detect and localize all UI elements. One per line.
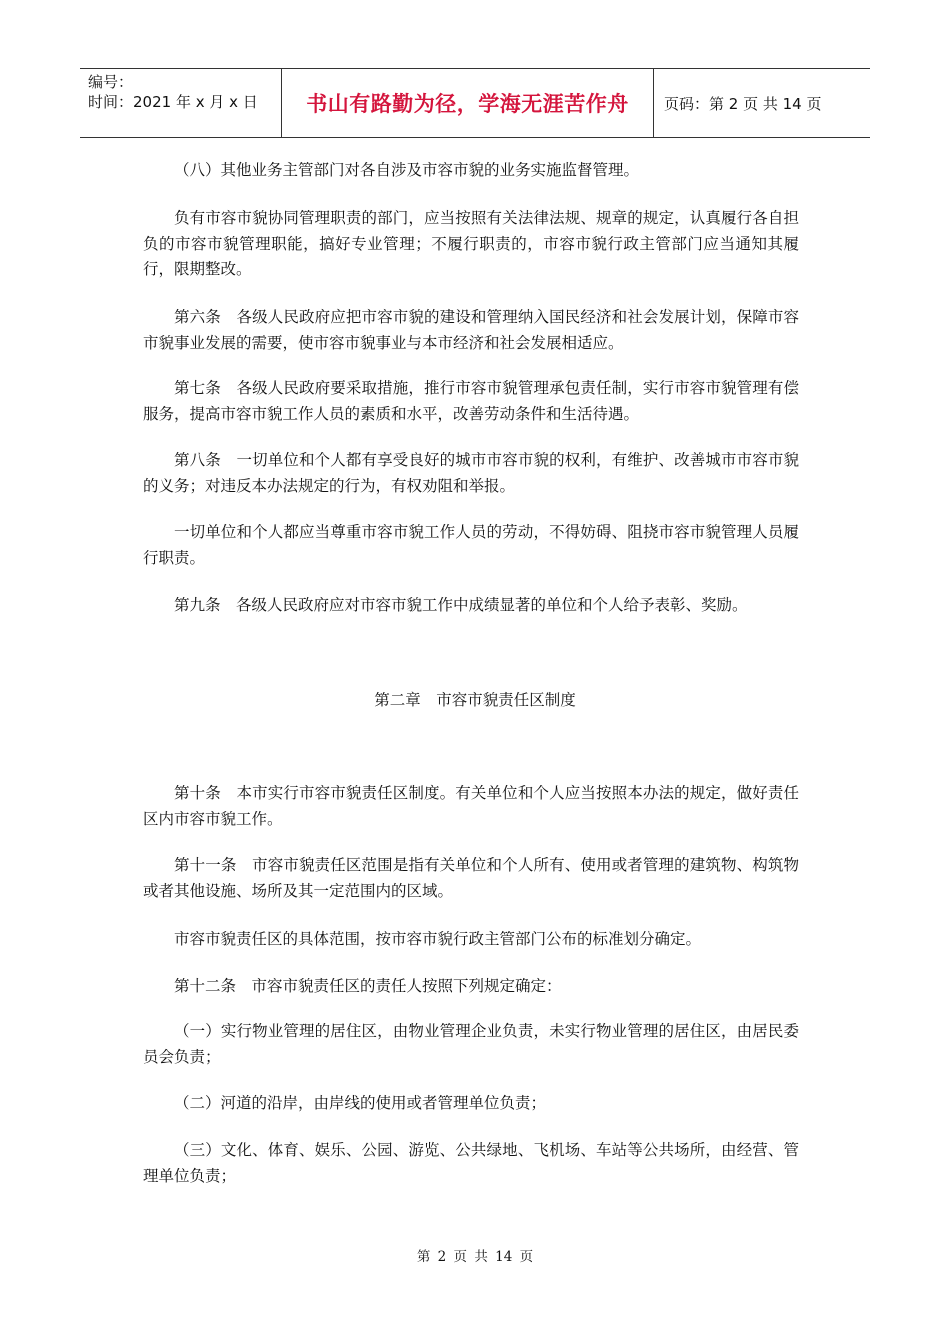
list-item-1: （一）实行物业管理的居住区，由物业管理企业负责，未实行物业管理的居住区，由居民委员会负责； bbox=[143, 1022, 799, 1066]
serial-number-label: 编号： bbox=[88, 73, 134, 91]
header-page-cell bbox=[654, 69, 870, 137]
article-9: 第九条 各级人民政府应对市容市貌工作中成绩显著的单位和个人给予表彰、奖励。 bbox=[174, 596, 748, 614]
paragraph-scope: 市容市貌责任区的具体范围，按市容市貌行政主管部门公布的标准划分确定。 bbox=[174, 930, 702, 948]
article-10: 第十条 本市实行市容市貌责任区制度。有关单位和个人应当按照本办法的规定，做好责任区内市容市貌工作。 bbox=[143, 784, 799, 828]
paragraph-coordination: 负有市容市貌协同管理职责的部门，应当按照有关法律法规、规章的规定，认真履行各自担负的市容市貌管理职能，搞好专业管理；不履行职责的，市容市貌行政主管部门应当通知其履行，限期整改。 bbox=[143, 209, 799, 278]
motto-text: 书山有路勤为径，学海无涯苦作舟 bbox=[306, 92, 629, 116]
date-text: 时间：2021 年 x 月 x 日 bbox=[88, 93, 258, 111]
article-6: 第六条 各级人民政府应把市容市貌的建设和管理纳入国民经济和社会发展计划，保障市容市貌事业发展的需要，使市容市貌事业与本市经济和社会发展相适应。 bbox=[143, 308, 799, 352]
paragraph-respect-workers: 一切单位和个人都应当尊重市容市貌工作人员的劳动，不得妨碍、阻挠市容市貌管理人员履行职责。 bbox=[143, 523, 799, 567]
list-item-2: （二）河道的沿岸，由岸线的使用或者管理单位负责； bbox=[174, 1094, 547, 1112]
header-meta-cell bbox=[80, 69, 282, 137]
header-motto-cell bbox=[282, 69, 654, 137]
header-page-info: 页码：第 2 页 共 14 页 bbox=[664, 94, 822, 113]
article-7: 第七条 各级人民政府要采取措施，推行市容市貌管理承包责任制，实行市容市貌管理有偿服务，提高市容市貌工作人员的素质和水平，改善劳动条件和生活待遇。 bbox=[143, 379, 799, 423]
list-item-3: （三）文化、体育、娱乐、公园、游览、公共绿地、飞机场、车站等公共场所，由经营、管理单位负责； bbox=[143, 1141, 799, 1185]
page-header bbox=[80, 68, 870, 138]
chapter-heading: 第二章 市容市貌责任区制度 bbox=[374, 691, 576, 709]
article-12: 第十二条 市容市貌责任区的责任人按照下列规定确定： bbox=[174, 977, 562, 995]
article-11: 第十一条 市容市貌责任区范围是指有关单位和个人所有、使用或者管理的建筑物、构筑物或者其他设施、场所及其一定范围内的区域。 bbox=[143, 856, 799, 900]
paragraph-item-8: （八）其他业务主管部门对各自涉及市容市貌的业务实施监督管理。 bbox=[174, 161, 640, 179]
article-8: 第八条 一切单位和个人都有享受良好的城市市容市貌的权利，有维护、改善城市市容市貌的义务；对违反本办法规定的行为，有权劝阻和举报。 bbox=[143, 451, 799, 495]
page-footer: 第 2 页 共 14 页 bbox=[416, 1249, 534, 1265]
